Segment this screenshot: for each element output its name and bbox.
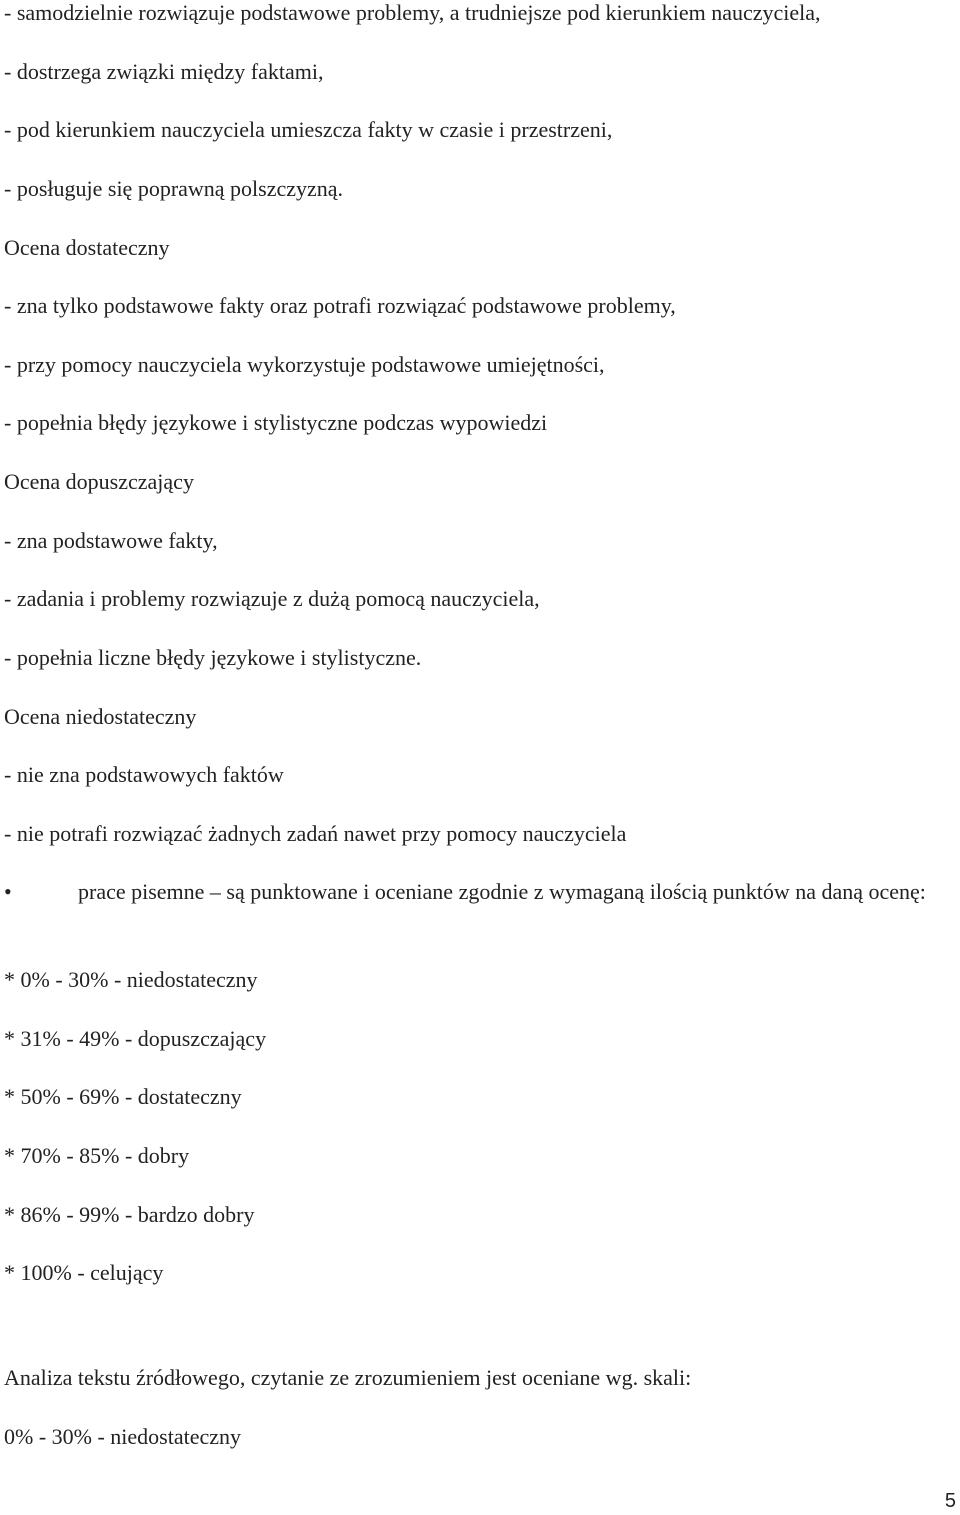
scale-line: * 0% - 30% - niedostateczny xyxy=(4,967,258,992)
criteria-line: - pod kierunkiem nauczyciela umieszcza fakty w czasie i przestrzeni, xyxy=(4,117,613,142)
grade-heading-dopuszczajacy: Ocena dopuszczający xyxy=(4,469,194,494)
analysis-heading: Analiza tekstu źródłowego, czytanie ze zrozumieniem jest oceniane wg. skali: xyxy=(4,1365,692,1390)
criteria-line: - posługuje się poprawną polszczyzną. xyxy=(4,176,344,201)
bullet-text: prace pisemne – są punktowane i oceniane zgodnie z wymaganą ilością punktów na daną ocenę: xyxy=(78,879,926,904)
criteria-line: - popełnia błędy językowe i stylistyczne podczas wypowiedzi xyxy=(4,410,548,435)
page-number: 5 xyxy=(944,1490,956,1512)
scale-line: * 86% - 99% - bardzo dobry xyxy=(4,1202,255,1227)
criteria-line: - zadania i problemy rozwiązuje z dużą pomocą nauczyciela, xyxy=(4,586,540,611)
scale-line: * 100% - celujący xyxy=(4,1260,164,1285)
criteria-line: - popełnia liczne błędy językowe i stylistyczne. xyxy=(4,645,422,670)
analysis-scale-line: 0% - 30% - niedostateczny xyxy=(4,1424,242,1449)
criteria-line: - zna podstawowe fakty, xyxy=(4,528,218,553)
scale-line: * 50% - 69% - dostateczny xyxy=(4,1084,242,1109)
bullet-item xyxy=(4,878,944,906)
grade-heading-niedostateczny: Ocena niedostateczny xyxy=(4,704,197,729)
criteria-line: - nie zna podstawowych faktów xyxy=(4,762,284,787)
criteria-line: - przy pomocy nauczyciela wykorzystuje podstawowe umiejętności, xyxy=(4,352,605,377)
criteria-line: - dostrzega związki między faktami, xyxy=(4,59,324,84)
criteria-line: - nie potrafi rozwiązać żadnych zadań nawet przy pomocy nauczyciela xyxy=(4,821,627,846)
criteria-line: - samodzielnie rozwiązuje podstawowe problemy, a trudniejsze pod kierunkiem nauczyciela, xyxy=(4,0,821,25)
bullet-icon: • xyxy=(4,879,12,904)
scale-line: * 31% - 49% - dopuszczający xyxy=(4,1026,267,1051)
criteria-line: - zna tylko podstawowe fakty oraz potrafi rozwiązać podstawowe problemy, xyxy=(4,293,676,318)
grade-heading-dostateczny: Ocena dostateczny xyxy=(4,235,170,260)
scale-line: * 70% - 85% - dobry xyxy=(4,1143,190,1168)
